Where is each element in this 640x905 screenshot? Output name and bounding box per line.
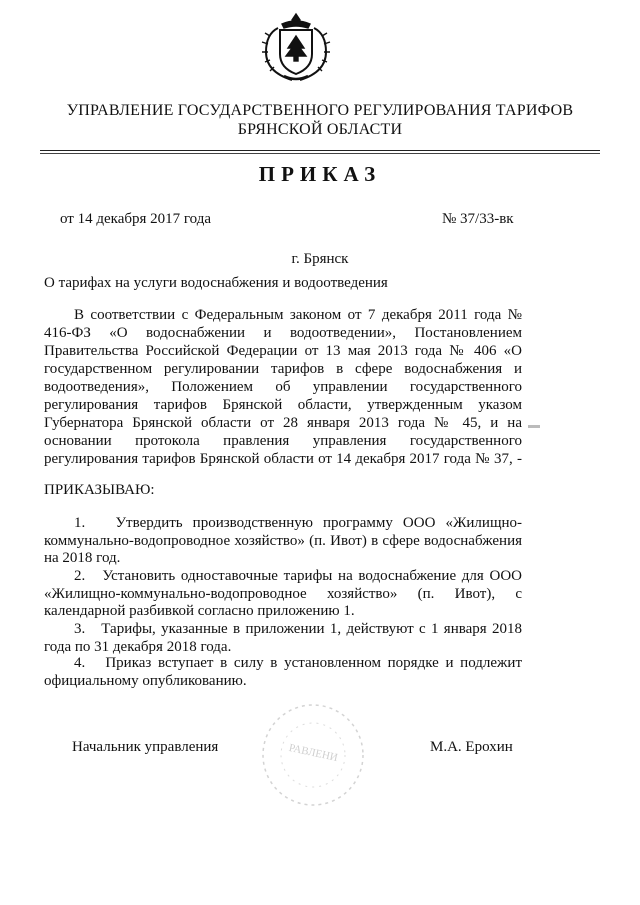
item-number: 3.: [74, 621, 86, 637]
preamble-line: регулирования тарифов Брянской области от 14 декабря 2017 года № 37, -: [44, 451, 522, 467]
item-text-rest: официальному опубликованию.: [44, 672, 247, 689]
item-text-first: Утвердить производственную программу ООО «Жилищно-: [115, 515, 523, 531]
item-number: 2.: [74, 568, 86, 584]
preamble-line: регулирования тарифов Брянской области, утвержденным указом: [44, 397, 522, 413]
item-text-rest: коммунально-водопроводное хозяйство» (п. Ивот) в сфере водоснабжения на 2018 год.: [44, 532, 522, 567]
item-text-first: Тарифы, указанные в приложении 1, действуют с 1 января 2018: [101, 621, 522, 637]
document-number: № 37/33-вк: [442, 211, 514, 227]
preamble-line: Правительства Российской Федерации от 13 мая 2013 года № 406 «О: [44, 343, 522, 359]
organization-name-line1: УПРАВЛЕНИЕ ГОСУДАРСТВЕННОГО РЕГУЛИРОВАНИЯ ТАРИФОВ: [66, 102, 574, 119]
organization-name-line2: БРЯНСКОЙ ОБЛАСТИ: [237, 121, 403, 138]
order-item: [44, 655, 522, 690]
document-subject: О тарифах на услуги водоснабжения и водоотведения: [44, 275, 388, 291]
signatory-name: М.А. Ерохин: [430, 739, 513, 755]
coat-of-arms-icon: [258, 12, 334, 84]
signatory-position: Начальник управления: [72, 739, 219, 755]
official-stamp-icon: [258, 700, 368, 810]
header-divider: [40, 150, 600, 151]
order-item: [44, 515, 522, 568]
order-word: ПРИКАЗЫВАЮ:: [44, 482, 155, 498]
item-number: 1.: [74, 515, 86, 531]
item-text-first: Установить одноставочные тарифы на водоснабжение для ООО: [102, 568, 522, 584]
preamble-line: 416-ФЗ «О водоснабжении и водоотведении», Постановлением: [44, 325, 522, 341]
stamp-text: РАВЛЕНИ: [287, 741, 339, 765]
item-text-rest: «Жилищно-коммунально-водопроводное хозяйство» (п. Ивот), с календарной разбивкой согласно приложению 1.: [44, 585, 522, 620]
header-divider-thin: [40, 153, 600, 154]
item-text-rest: года по 31 декабря 2018 года.: [44, 638, 232, 655]
preamble-line: основании протокола правления управления государственного: [44, 433, 522, 449]
document-date: от 14 декабря 2017 года: [60, 211, 212, 227]
order-item: [44, 568, 522, 621]
document-city: г. Брянск: [291, 251, 349, 267]
preamble-line: В соответствии с Федеральным законом от 7 декабря 2011 года №: [74, 307, 522, 323]
preamble-line: Губернатора Брянской области от 28 января 2013 года № 45, и на: [44, 415, 522, 431]
item-number: 4.: [74, 655, 86, 671]
scan-artifact: [528, 425, 540, 428]
preamble-line: водоотведения», Положением об управлении государственного: [44, 379, 522, 395]
document-title: ПРИКАЗ: [258, 162, 382, 186]
preamble-line: государственном регулировании тарифов в сфере водоснабжения и: [44, 361, 522, 377]
order-item: [44, 621, 522, 656]
item-text-first: Приказ вступает в силу в установленном порядке и подлежит: [105, 655, 523, 671]
